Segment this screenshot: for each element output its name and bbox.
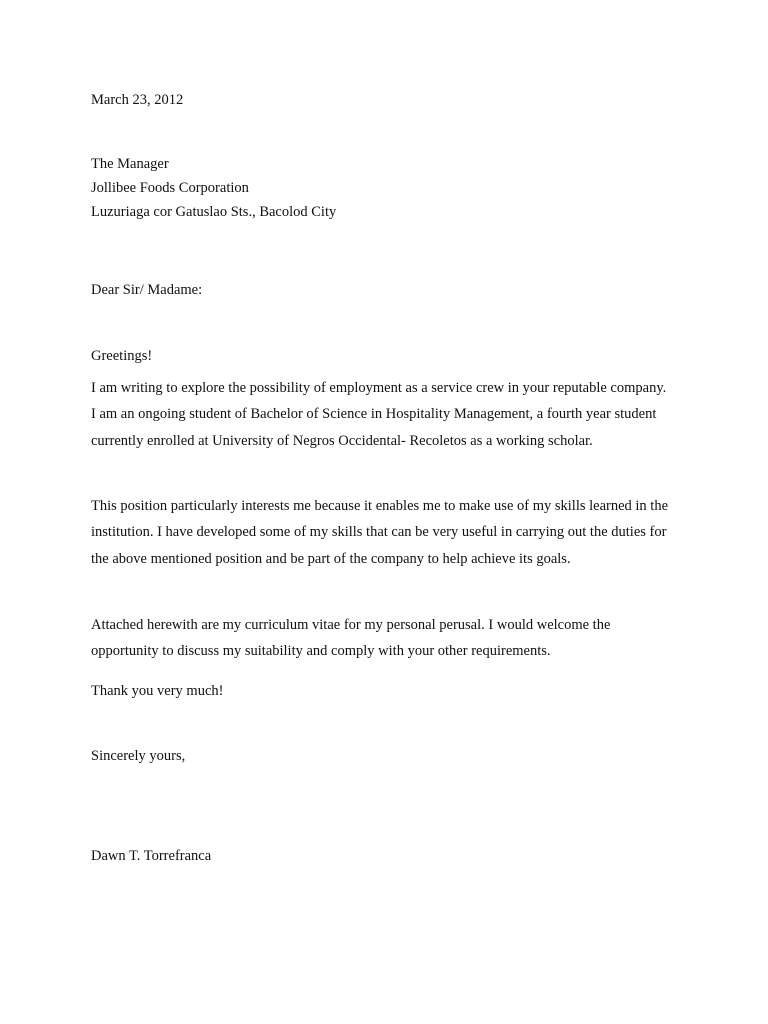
recipient-title: The Manager bbox=[91, 156, 169, 172]
letter-date: March 23, 2012 bbox=[91, 92, 184, 108]
greeting: Greetings! bbox=[91, 348, 153, 364]
salutation: Dear Sir/ Madame: bbox=[91, 282, 203, 298]
recipient-address: Luzuriaga cor Gatuslao Sts., Bacolod City bbox=[91, 204, 337, 220]
thank-you-line: Thank you very much! bbox=[91, 683, 224, 699]
body-paragraph-1: I am writing to explore the possibility of employment as a service crew in your reputable company. I am an ongoing student of Bachelor of Science in Hospitality Management, a fourth year student currently enrolled at University of Negros Occidental- Recoletos as a working scholar. bbox=[91, 380, 667, 449]
signature-name: Dawn T. Torrefranca bbox=[91, 848, 212, 864]
recipient-company: Jollibee Foods Corporation bbox=[91, 180, 249, 196]
closing: Sincerely yours, bbox=[91, 748, 186, 764]
body-paragraph-2: This position particularly interests me because it enables me to make use of my skills learned in the institution. I have developed some of my skills that can be very useful in carrying out the duties for the above mentioned position and be part of the company to help achieve its goals. bbox=[91, 498, 669, 567]
body-paragraph-3: Attached herewith are my curriculum vitae for my personal perusal. I would welcome the opportunity to discuss my suitability and comply with your other requirements. bbox=[91, 617, 611, 660]
